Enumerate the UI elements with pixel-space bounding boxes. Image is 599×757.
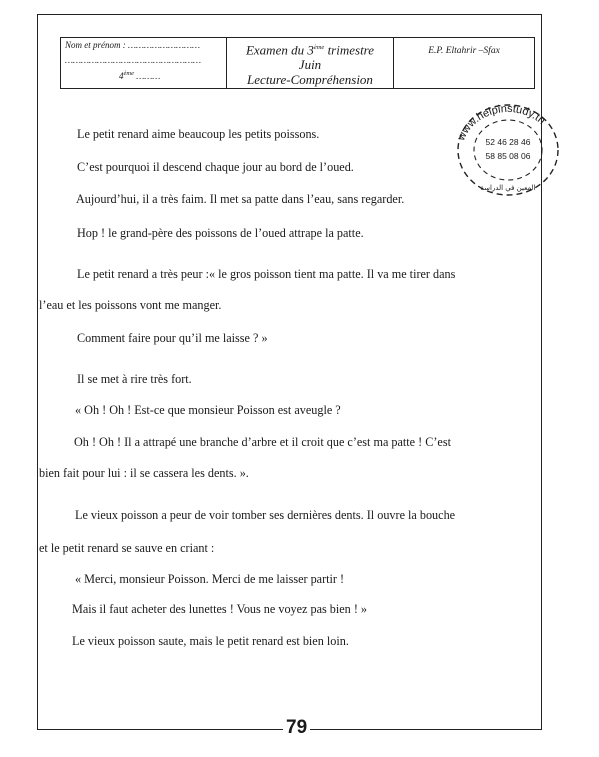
story-line-8: Il se met à rire très fort. — [77, 372, 192, 386]
school-name: E.P. Eltahrir –Sfax — [428, 46, 500, 56]
school-cell — [394, 38, 534, 88]
story-line-14: « Merci, monsieur Poisson. Merci de me laisser partir ! — [75, 572, 345, 586]
student-info-cell — [61, 38, 227, 88]
class-level: 4ème ……… — [119, 70, 161, 81]
story-line-1: Le petit renard aime beaucoup les petits poissons. — [77, 127, 320, 141]
story-line-10: Oh ! Oh ! Il a attrapé une branche d’arbre et il croit que c’est ma patte ! C’est — [74, 435, 451, 449]
page-number: 79 — [283, 717, 310, 739]
story-line-2: C’est pourquoi il descend chaque jour au bord de l’oued. — [77, 160, 354, 174]
story-line-12: Le vieux poisson a peur de voir tomber ses dernières dents. Il ouvre la bouche — [75, 508, 456, 522]
exam-session: Juin — [298, 57, 322, 73]
story-line-15: Mais il faut acheter des lunettes ! Vous ne voyez pas bien ! » — [72, 602, 368, 616]
name-label: Nom et prénom : ……………………… — [65, 40, 201, 50]
stamp-phone-2: 58 85 08 06 — [485, 151, 531, 161]
stamp-phone-1: 52 46 28 46 — [485, 137, 531, 147]
stamp-graphic — [452, 100, 564, 200]
story-line-5: Le petit renard a très peur :« le gros poisson tient ma patte. Il va me tirer dans — [77, 267, 456, 281]
name-dots-line: …………………………………………… — [65, 55, 202, 65]
story-line-3: Aujourd’hui, il a très faim. Il met sa patte dans l’eau, sans regarder. — [76, 192, 405, 206]
story-line-7: Comment faire pour qu’il me laisse ? » — [77, 331, 268, 345]
story-line-9: « Oh ! Oh ! Est-ce que monsieur Poisson est aveugle ? — [75, 403, 341, 417]
exam-title: Examen du 3ème trimestre — [245, 42, 375, 58]
exam-info-cell — [227, 38, 394, 88]
story-line-4: Hop ! le grand-père des poissons de l’oued attrape la patte. — [77, 226, 364, 240]
story-line-11: bien fait pour lui : il se cassera les dents. ». — [39, 466, 249, 480]
story-line-16: Le vieux poisson saute, mais le petit renard est bien loin. — [72, 634, 349, 648]
exam-subject: Lecture-Compréhension — [247, 72, 373, 88]
stamp-site: www.helpinstudy.tn — [455, 102, 548, 143]
story-line-6: l’eau et les poissons vont me manger. — [39, 298, 222, 312]
helpinstudy-stamp — [452, 100, 564, 200]
stamp-arabic: المعين في الدراسة — [480, 184, 536, 192]
story-line-13: et le petit renard se sauve en criant : — [39, 541, 215, 555]
exam-header-table — [60, 37, 535, 89]
